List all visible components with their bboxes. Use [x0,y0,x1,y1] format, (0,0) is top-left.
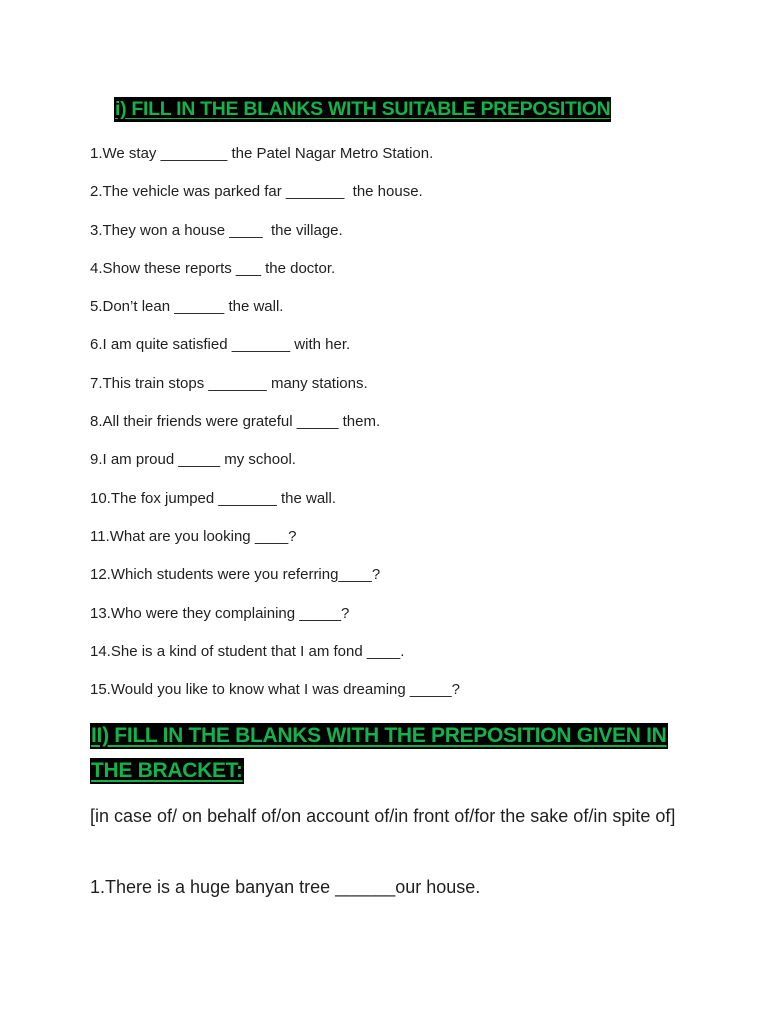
question-item: 10.The fox jumped _______ the wall. [90,489,336,507]
section-2-heading [90,718,690,788]
section-1-heading-text: i) FILL IN THE BLANKS WITH SUITABLE PREPOSITION [115,98,611,120]
question-item: 12.Which students were you referring____? [90,566,381,584]
question-item: 11.What are you looking ____? [90,527,297,545]
section-2-heading-line-2-text: THE BRACKET: [91,759,243,782]
question-item: 13.Who were they complaining _____? [90,604,350,622]
section-1-question-list [90,142,460,716]
question-item: 15.Would you like to know what I was dreaming _____? [90,681,460,699]
question-item: 5.Don’t lean ______ the wall. [90,298,284,316]
question-item: 8.All their friends were grateful _____ them. [90,413,381,431]
section-2-heading-line-1 [90,718,690,753]
section-2-heading-line-1-text: II) FILL IN THE BLANKS WITH THE PREPOSITION GIVEN IN [91,724,667,747]
question-item: 1.We stay ________ the Patel Nagar Metro Station. [90,145,434,162]
section-2-question-item: 1.There is a huge banyan tree ______our house. [90,877,481,897]
question-item: 2.The vehicle was parked far _______ the house. [90,183,423,201]
question-item: 4.Show these reports ___ the doctor. [90,259,336,277]
question-item: 3.They won a house ____ the village. [90,221,343,239]
question-item: 7.This train stops _______ many stations. [90,374,368,392]
question-item: 14.She is a kind of student that I am fond ____. [90,642,405,660]
section-2-heading-line-2 [90,753,690,788]
section-1-heading [114,94,611,124]
question-item: 6.I am quite satisfied _______ with her. [90,336,351,354]
preposition-options: [in case of/ on behalf of/on account of/in front of/for the sake of/in spite of] [90,806,676,826]
question-item: 9.I am proud _____ my school. [90,451,296,469]
